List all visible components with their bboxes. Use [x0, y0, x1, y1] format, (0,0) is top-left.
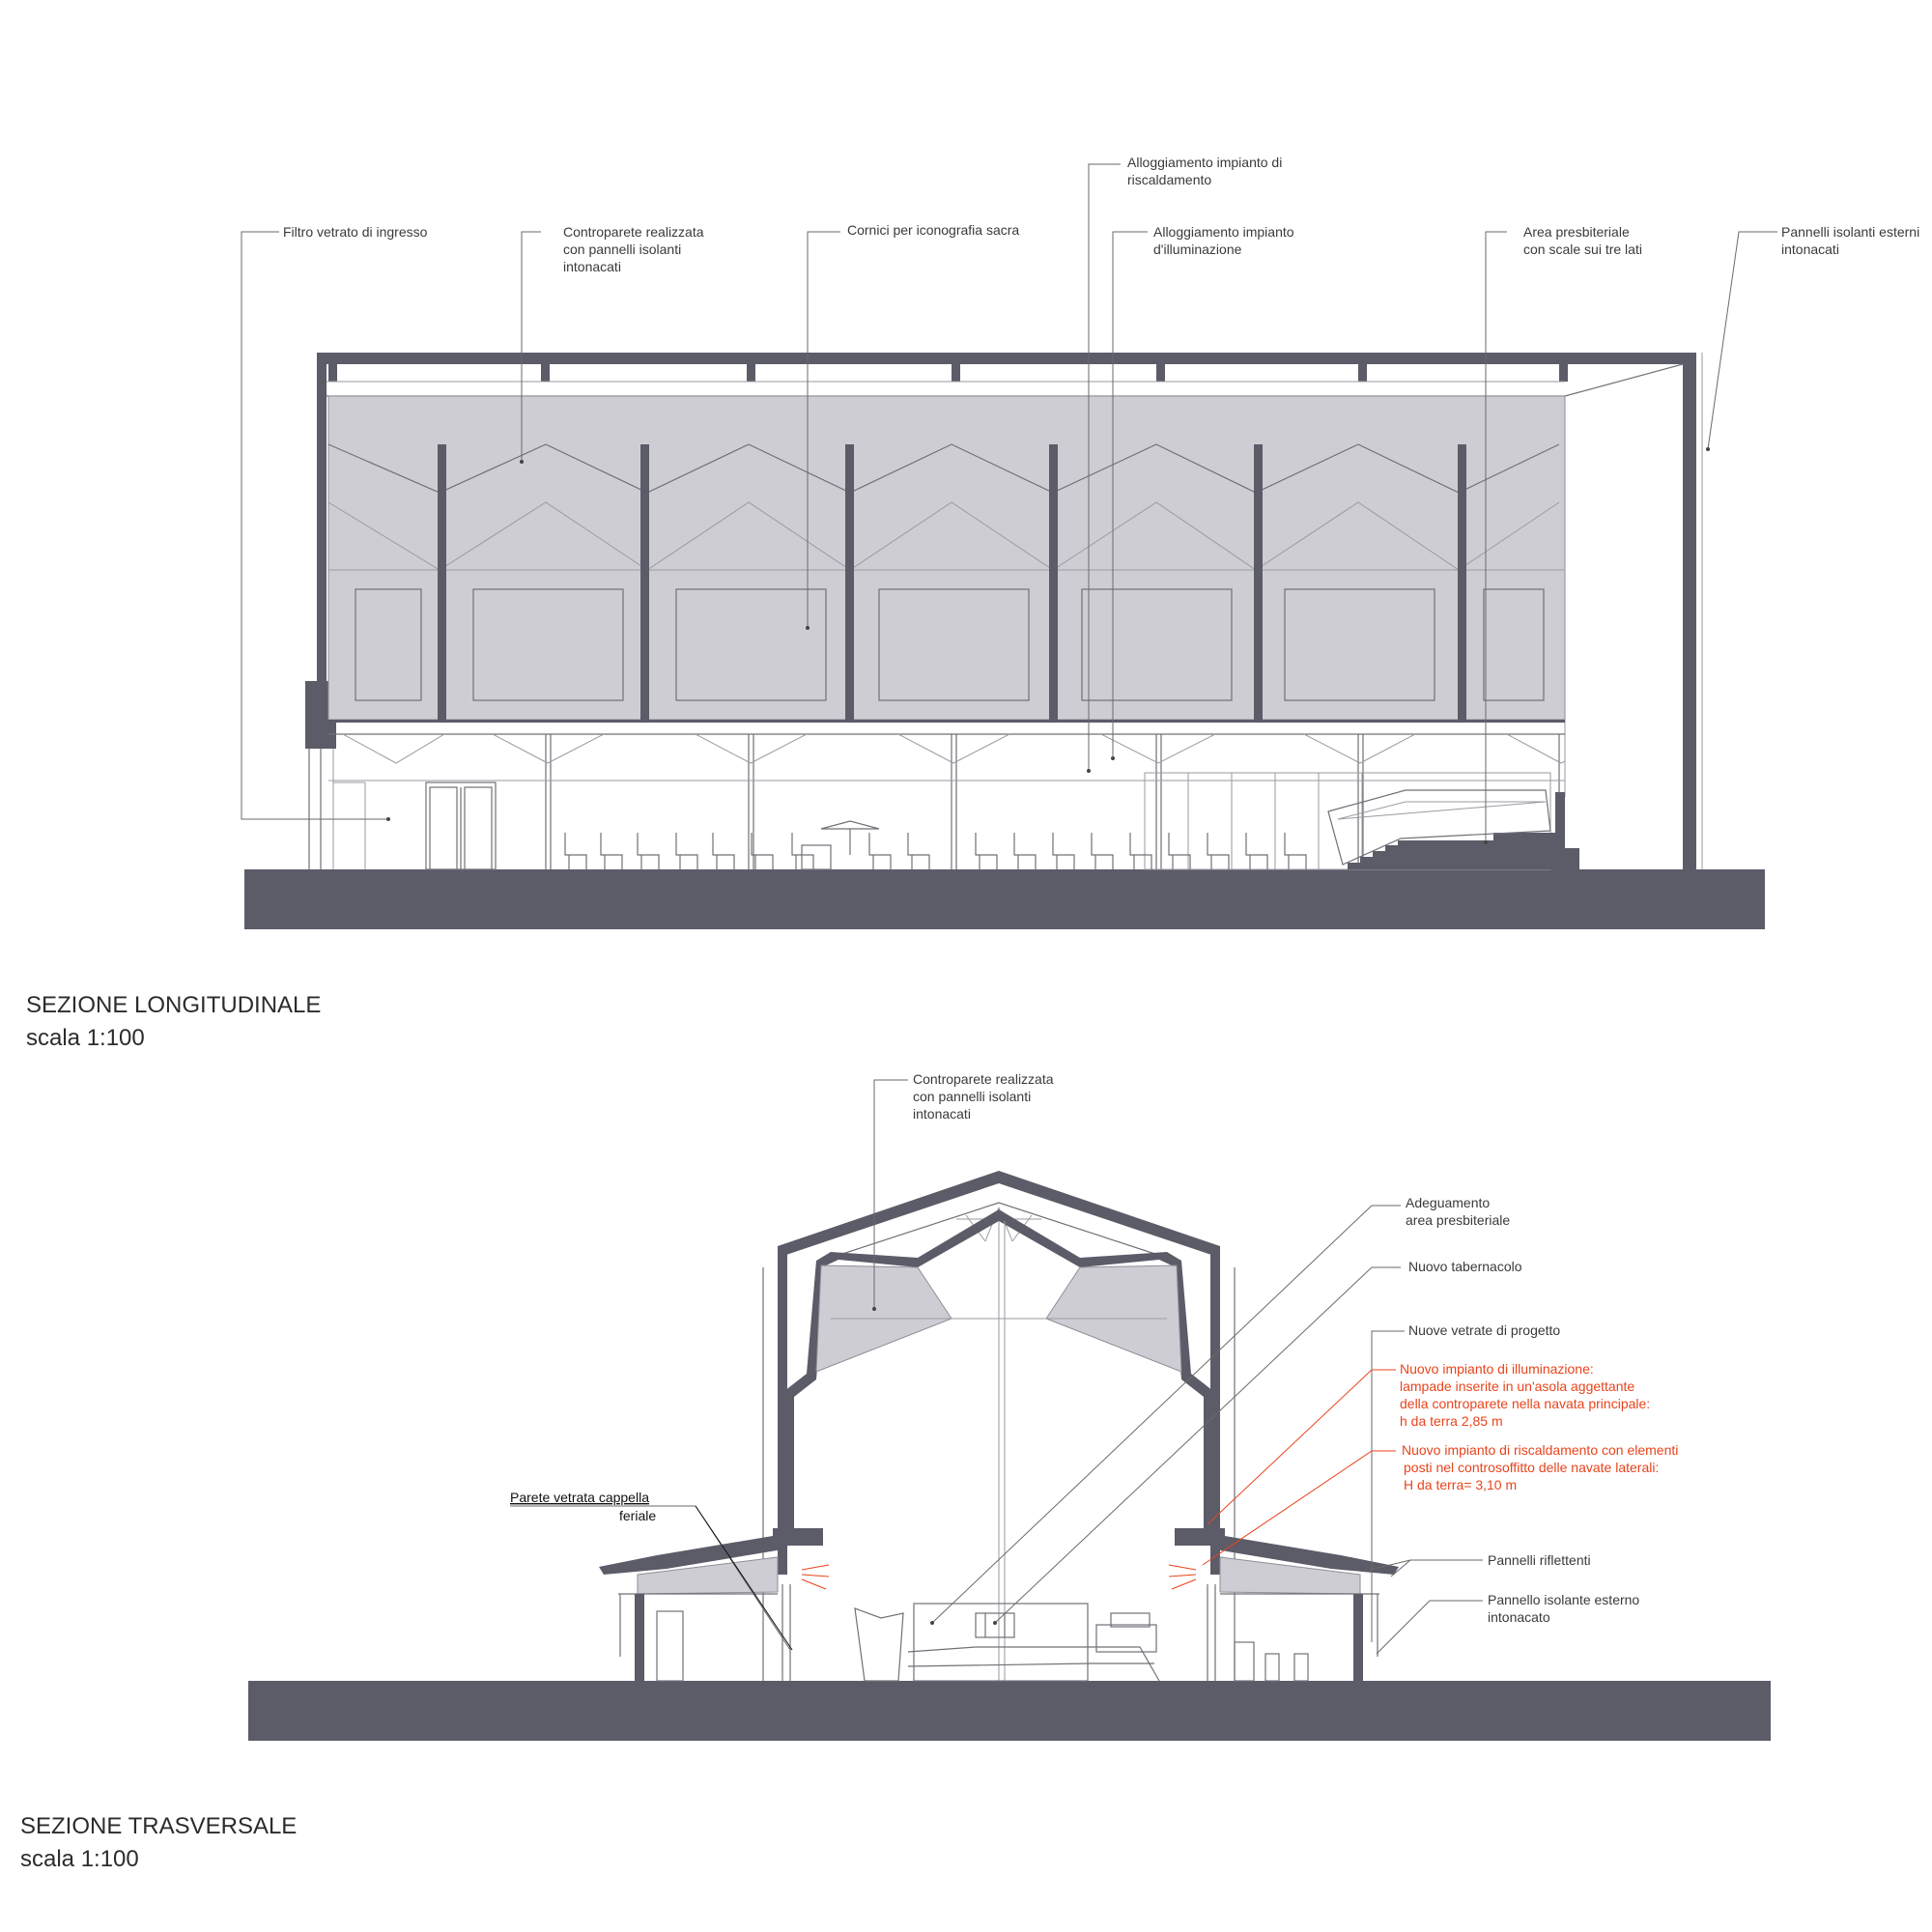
pew [565, 833, 586, 869]
pew [792, 833, 813, 869]
label-pannello-isolante: Pannello isolante esterno [1488, 1592, 1640, 1607]
section-scale-longitudinal: scala 1:100 [26, 1025, 145, 1051]
section-title-transversal: SEZIONE TRASVERSALE [20, 1813, 298, 1839]
label-impianto-riscaldamento-line2: posti nel controsoffitto delle navate laterali: [1404, 1460, 1660, 1475]
label-area-presbiteriale-line2: con scale sui tre lati [1523, 242, 1642, 257]
section-scale-transversal: scala 1:100 [20, 1846, 139, 1872]
label-pannello-isolante-line2: intonacato [1488, 1609, 1550, 1625]
pew [676, 833, 697, 869]
pew [869, 833, 891, 869]
label-adeguamento-line2: area presbiteriale [1406, 1212, 1511, 1228]
ground-slab-transversal [248, 1681, 1771, 1741]
label-controparete-line3: intonacati [563, 259, 621, 274]
label-impianto-illuminazione: Nuovo impianto di illuminazione: [1400, 1361, 1594, 1377]
ground-slab-longitudinal [244, 869, 1765, 929]
roof-beam-longitudinal [317, 353, 1696, 364]
pew [1130, 833, 1151, 869]
nave-columns [328, 734, 1565, 869]
pew [1246, 833, 1267, 869]
counterwall-panel-band [328, 396, 1565, 720]
pew [1092, 833, 1113, 869]
pew [1285, 833, 1306, 869]
label-parete-vetrata-line2: feriale [619, 1508, 657, 1523]
label-controparete-trasv-line3: intonacati [913, 1106, 971, 1122]
label-pannelli-esterni-line2: intonacati [1781, 242, 1839, 257]
label-parete-vetrata: Parete vetrata cappella [510, 1490, 649, 1505]
roof-purlins [328, 364, 1568, 382]
label-pannelli-esterni: Pannelli isolanti esterni [1781, 224, 1920, 240]
entrance-door [426, 782, 496, 869]
label-impianto-illuminazione-line3: della controparete nella navata principale: [1400, 1396, 1651, 1411]
transversal-section [20, 1071, 1771, 1872]
label-filtro-ingresso: Filtro vetrato di ingresso [283, 224, 428, 240]
pew [1053, 833, 1074, 869]
longitudinal-section [26, 155, 1919, 1051]
label-impianto-illuminazione-line2: lampade inserite in un'asola aggettante [1400, 1378, 1635, 1394]
presbytery-transversal [855, 1604, 1308, 1681]
pew [638, 833, 659, 869]
label-illuminazione: Alloggiamento impianto [1153, 224, 1294, 240]
pew [908, 833, 929, 869]
label-controparete: Controparete realizzata [563, 224, 704, 240]
label-impianto-riscaldamento: Nuovo impianto di riscaldamento con elementi [1402, 1442, 1679, 1458]
section-title-longitudinal: SEZIONE LONGITUDINALE [26, 992, 322, 1018]
pew [1169, 833, 1190, 869]
label-vetrate: Nuove vetrate di progetto [1408, 1322, 1561, 1338]
chapel-door [657, 1611, 683, 1681]
pew [713, 833, 734, 869]
pew [1208, 833, 1229, 869]
label-controparete-trasv: Controparete realizzata [913, 1071, 1054, 1087]
label-area-presbiteriale: Area presbiteriale [1523, 224, 1630, 240]
label-impianto-illuminazione-line4: h da terra 2,85 m [1400, 1413, 1503, 1429]
label-controparete-trasv-line2: con pannelli isolanti [913, 1089, 1032, 1104]
pew [752, 833, 773, 869]
label-riscaldamento: Alloggiamento impianto di [1127, 155, 1283, 170]
label-pannelli-riflettenti: Pannelli riflettenti [1488, 1552, 1591, 1568]
left-wall [317, 353, 327, 681]
label-controparete-line2: con pannelli isolanti [563, 242, 682, 257]
pew [976, 833, 997, 869]
label-adeguamento: Adeguamento [1406, 1195, 1491, 1210]
label-illuminazione-line2: d'illuminazione [1153, 242, 1242, 257]
label-impianto-riscaldamento-line3: H da terra= 3,10 m [1404, 1477, 1518, 1492]
pew [1014, 833, 1036, 869]
pews [565, 833, 1306, 869]
label-cornici: Cornici per iconografia sacra [847, 222, 1020, 238]
pew [601, 833, 622, 869]
right-wall [1683, 353, 1696, 869]
label-tabernacolo: Nuovo tabernacolo [1408, 1259, 1522, 1274]
label-riscaldamento-line2: riscaldamento [1127, 172, 1212, 187]
